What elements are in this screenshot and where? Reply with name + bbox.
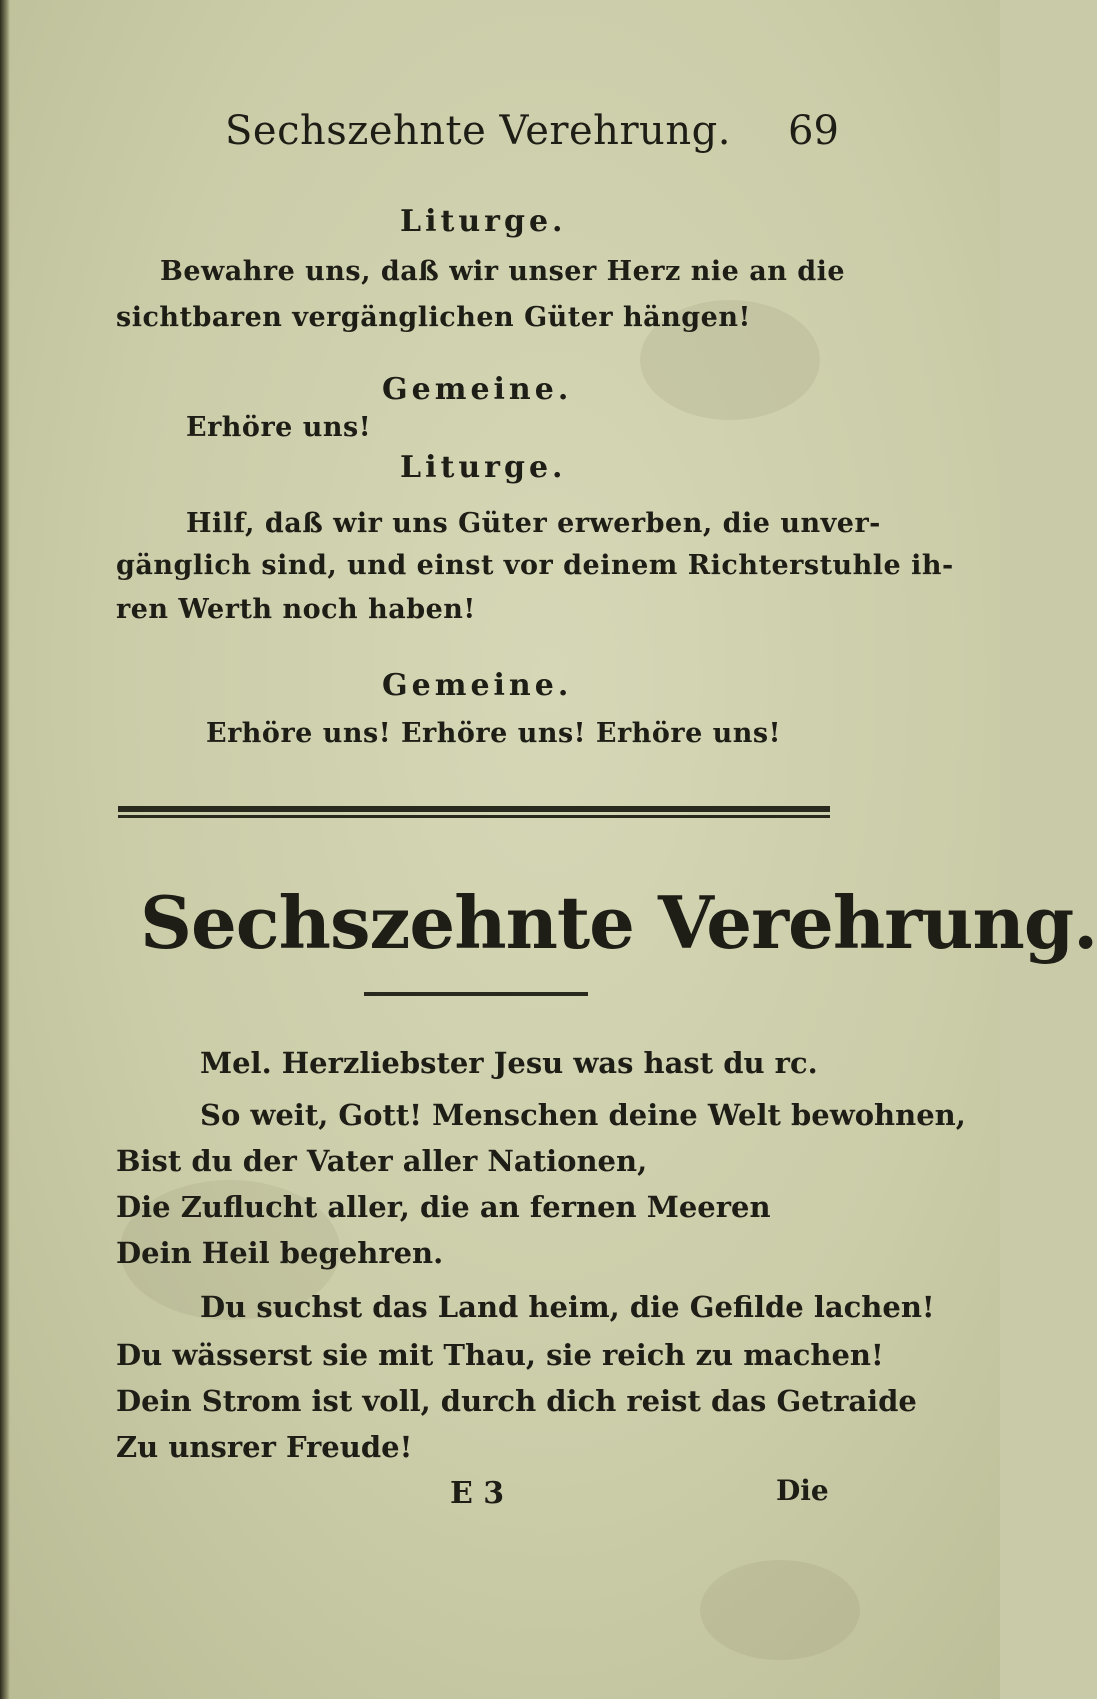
- divider-thick-line: [118, 806, 830, 812]
- signature-mark: E 3: [450, 1476, 505, 1511]
- hymn-line: Dein Heil begehren.: [116, 1236, 444, 1270]
- litany-line: gänglich sind, und einst vor deinem Richterstuhle ih-: [116, 550, 954, 581]
- title-underline: [364, 992, 588, 996]
- hymn-line: Die Zuflucht aller, die an fernen Meeren: [116, 1190, 771, 1224]
- speaker-liturge: Liturge.: [400, 450, 567, 485]
- melody-line: Mel. Herzliebster Jesu was hast du rc.: [200, 1046, 818, 1080]
- catchword: Die: [776, 1474, 829, 1507]
- litany-line: Hilf, daß wir uns Güter erwerben, die unver-: [186, 508, 881, 539]
- litany-line: sichtbaren vergänglichen Güter hängen!: [116, 302, 751, 333]
- section-title: Sechszehnte Verehrung.: [140, 880, 1097, 965]
- litany-line: Bewahre uns, daß wir unser Herz nie an die: [160, 256, 846, 287]
- speaker-liturge: Liturge.: [400, 204, 567, 239]
- litany-line: ren Werth noch haben!: [116, 594, 476, 625]
- page-binding-edge: [0, 0, 10, 1699]
- hymn-line: Du suchst das Land heim, die Gefilde lachen!: [200, 1290, 935, 1324]
- speaker-gemeine: Gemeine.: [382, 372, 573, 407]
- litany-line: Erhöre uns!: [186, 412, 372, 443]
- running-head: Sechszehnte Verehrung.: [225, 108, 731, 154]
- hymn-line: Bist du der Vater aller Nationen,: [116, 1144, 648, 1178]
- litany-line: Erhöre uns! Erhöre uns! Erhöre uns!: [206, 718, 781, 749]
- paper-stain: [700, 1560, 860, 1660]
- hymn-line: So weit, Gott! Menschen deine Welt bewohnen,: [200, 1098, 966, 1132]
- page-number: 69: [788, 108, 839, 154]
- hymn-line: Dein Strom ist voll, durch dich reist das Getraide: [116, 1384, 917, 1418]
- speaker-gemeine: Gemeine.: [382, 668, 573, 703]
- divider-thin-line: [118, 815, 830, 818]
- hymn-line: Du wässerst sie mit Thau, sie reich zu machen!: [116, 1338, 884, 1372]
- section-divider-rule: [118, 806, 830, 820]
- hymn-line: Zu unsrer Freude!: [116, 1430, 413, 1464]
